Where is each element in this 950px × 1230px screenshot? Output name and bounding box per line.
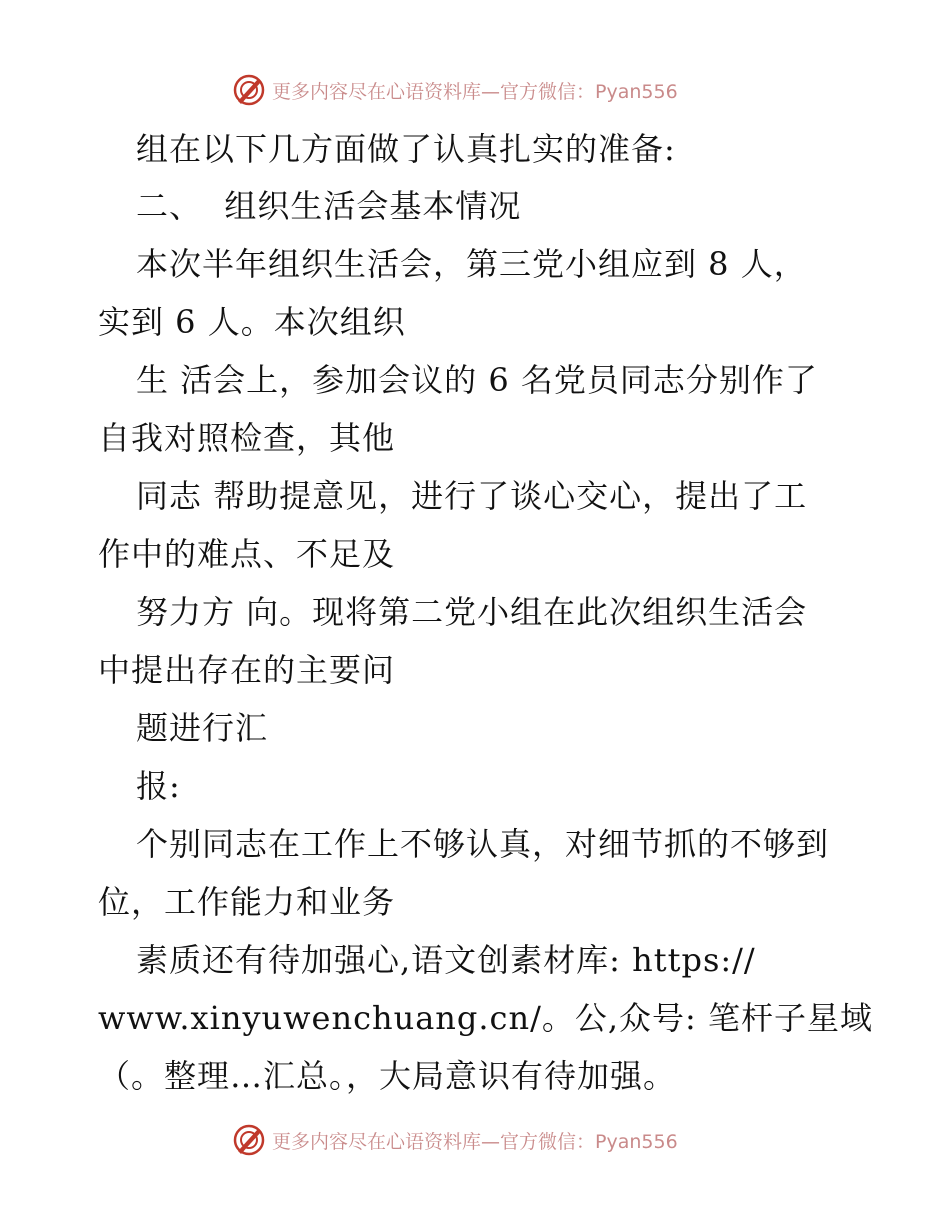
pen-logo-icon: [232, 73, 266, 107]
text-line: 本次半年组织生活会，第三党小组应到 8 人，: [136, 245, 807, 283]
text-line: www.xinyuwenchuang.cn/。公,众号: 笔杆子星域: [98, 999, 873, 1037]
text-line: 素质还有待加强心,语文创素材库: https://: [136, 941, 756, 979]
text-line: 实到 6 人。本次组织: [98, 303, 406, 341]
text-line: （。整理…汇总。，大局意识有待加强。: [98, 1057, 677, 1095]
footer-watermark: [232, 1122, 678, 1158]
watermark-text: 更多内容尽在心语资料库—官方微信：Pyan556: [272, 1130, 678, 1153]
text-line: 个别同志在工作上不够认真，对细节抓的不够到: [136, 825, 830, 863]
pen-logo-icon: [232, 1123, 266, 1157]
watermark-text: 更多内容尽在心语资料库—官方微信：Pyan556: [272, 80, 678, 103]
text-line: 作中的难点、不足及: [98, 535, 396, 573]
text-line: 中提出存在的主要问: [98, 651, 396, 689]
section-heading: 二、 组织生活会基本情况: [136, 187, 522, 225]
text-line: 组在以下几方面做了认真扎实的准备:: [136, 130, 676, 168]
text-line: 努力方 向。现将第二党小组在此次组织生活会: [136, 593, 808, 631]
text-line: 同志 帮助提意见，进行了谈心交心，提出了工: [136, 477, 808, 515]
text-line: 报:: [136, 767, 181, 805]
text-line: 题进行汇: [136, 709, 269, 747]
text-line: 生 活会上，参加会议的 6 名党员同志分别作了: [136, 361, 818, 399]
text-line: 位，工作能力和业务: [98, 883, 396, 921]
text-line: 自我对照检查，其他: [98, 419, 396, 457]
header-watermark: [232, 72, 678, 108]
